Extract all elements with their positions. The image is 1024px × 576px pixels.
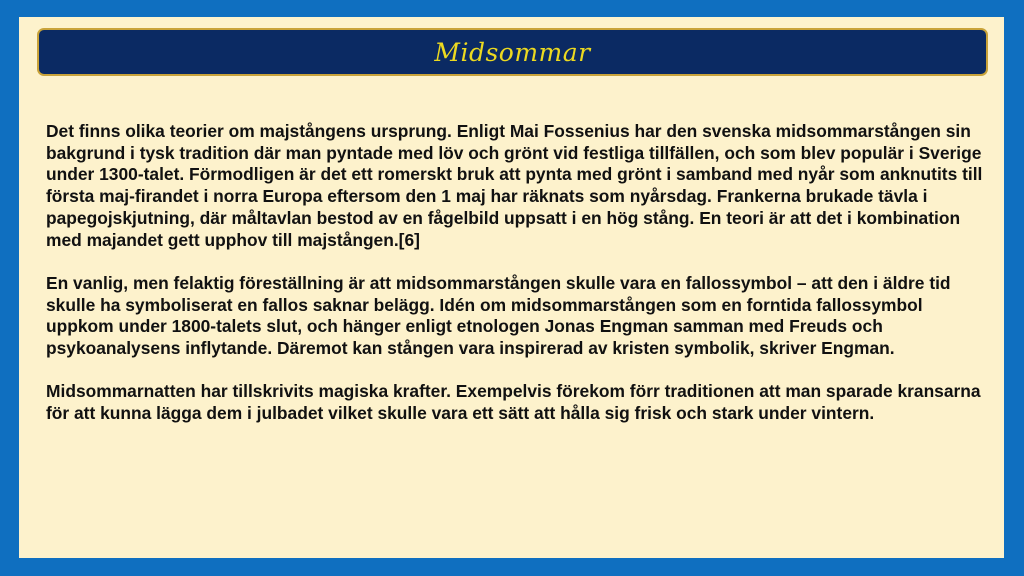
- title-bar: [37, 28, 988, 76]
- paragraph-3: Midsommarnatten har tillskrivits magiska krafter. Exempelvis förekom förr traditionen att man sparade kransarna för att kunna lägga dem i julbadet vilket skulle vara ett sätt att hålla sig frisk och stark under vintern.: [46, 381, 981, 424]
- paragraph-1: Det finns olika teorier om majstångens ursprung. Enligt Mai Fossenius har den svenska midsommarstången sin bakgrund i tysk tradition där man pyntade med löv och grönt vid festliga tillfällen, och som blev populär i Sverige under 1300-talet. Förmodligen är det ett romerskt bruk att pynta med grönt i samband med nyår som anknutits till första maj-firandet i norra Europa eftersom den 1 maj har räknats som nyårsdag. Frankerna brukade tävla i papegojskjutning, där måltavlan bestod av en fågelbild uppsatt i en hög stång. En teori är att det i kombination med majandet gett upphov till majstången.[6]: [46, 121, 983, 250]
- paragraph-2: En vanlig, men felaktig föreställning är att midsommarstången skulle vara en fallossymbol – att den i äldre tid skulle ha symboliserat en fallos saknar belägg. Idén om midsommarstången som en forntida fallossymbol uppkom under 1800-talets slut, och hänger enligt etnologen Jonas Engman samman med Freuds och psykoanalysens inflytande. Däremot kan stången vara inspirerad av kristen symbolik, skriver Engman.: [46, 272, 951, 359]
- slide-title: Midsommar: [434, 37, 591, 67]
- slide-body: [46, 121, 986, 447]
- slide: [19, 17, 1004, 558]
